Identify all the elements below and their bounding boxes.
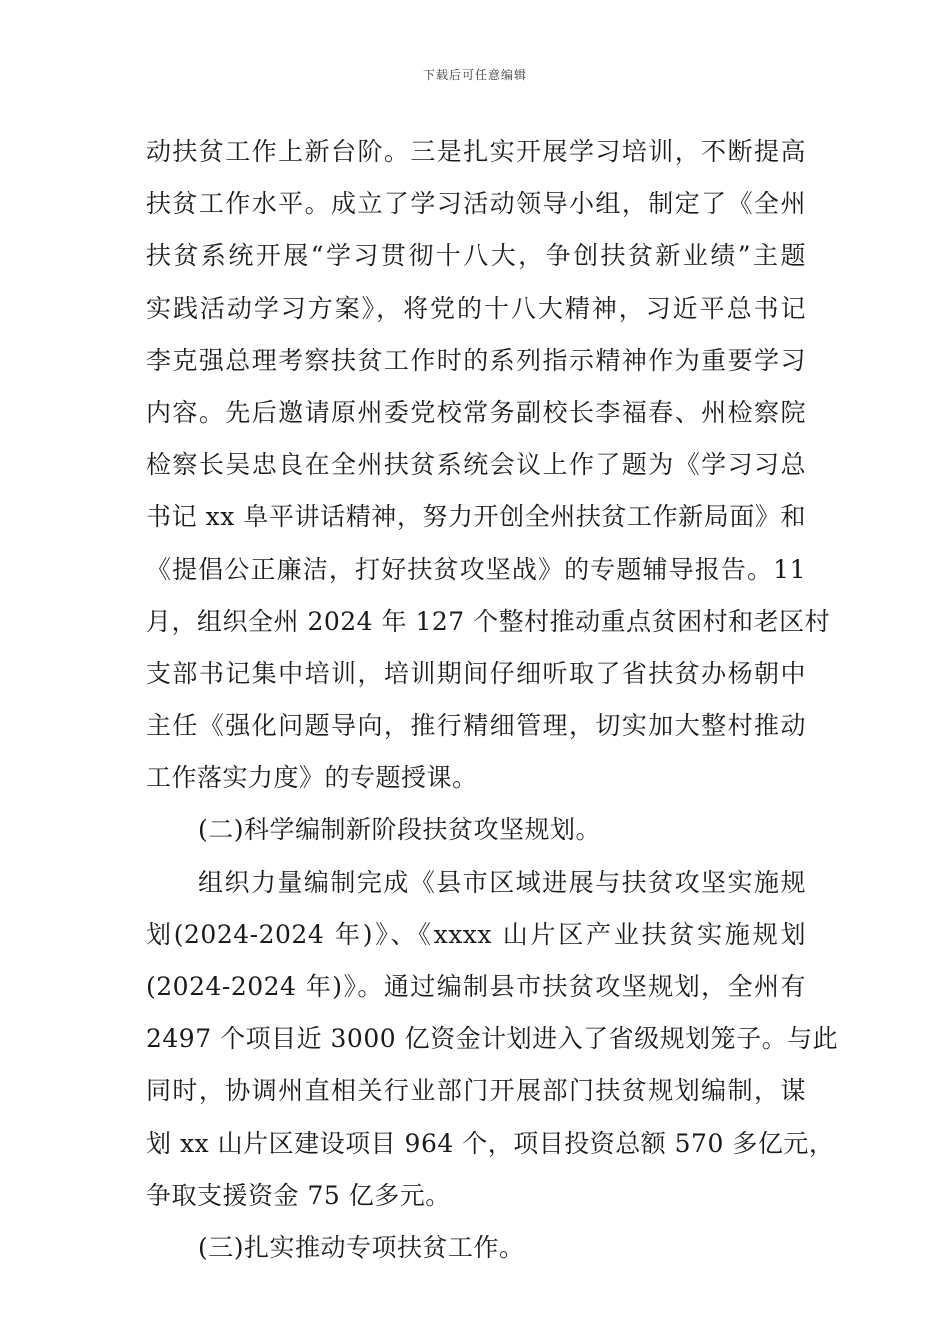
text-line: 支部书记集中培训，培训期间仔细听取了省扶贫办杨朝中: [146, 658, 806, 688]
document-body: [146, 126, 839, 1274]
text-line: 同时，协调州直相关行业部门开展部门扶贫规划编制，谋: [146, 1076, 806, 1106]
paragraph-planning: [146, 857, 839, 1222]
text-line: 划 xx 山片区建设项目 964 个，项目投资总额 570 多亿元，: [146, 1128, 835, 1158]
section-heading-special-poverty: [146, 1222, 806, 1274]
text-line: (2024-2024 年)》。通过编制县市扶贫攻坚规划，全州有: [146, 972, 806, 1001]
section-heading-planning: [146, 804, 806, 856]
heading-line: (二)科学编制新阶段扶贫攻坚规划。: [198, 815, 602, 845]
heading-line: (三)扎实推动专项扶贫工作。: [198, 1232, 525, 1262]
text-line: 争取支援资金 75 亿多元。: [146, 1180, 451, 1210]
text-line: 实践活动学习方案》，将党的十八大精神，习近平总书记: [146, 293, 806, 323]
text-line: 检察长吴忠良在全州扶贫系统会议上作了题为《学习习总: [146, 450, 806, 480]
text-line: 内容。先后邀请原州委党校常务副校长李福春、州检察院: [146, 397, 806, 427]
text-line: 扶贫系统开展“学习贯彻十八大，争创扶贫新业绩”主题: [146, 241, 806, 271]
text-line: 扶贫工作水平。成立了学习活动领导小组，制定了《全州: [146, 189, 806, 219]
page-header-note: 下载后可任意编辑: [422, 68, 527, 82]
text-line: 李克强总理考察扶贫工作时的系列指示精神作为重要学习: [146, 345, 806, 375]
text-line: 主任《强化问题导向，推行精细管理，切实加大整村推动: [146, 711, 806, 741]
text-line: 《提倡公正廉洁，打好扶贫攻坚战》的专题辅导报告。11: [146, 554, 806, 584]
text-line: 组织力量编制完成《县市区域进展与扶贫攻坚实施规: [198, 867, 806, 897]
text-line: 月，组织全州 2024 年 127 个整村推动重点贫困村和老区村: [146, 606, 831, 636]
text-line: 划(2024-2024 年)》、《xxxx 山片区产业扶贫实施规划: [146, 919, 806, 949]
text-line: 工作落实力度》的专题授课。: [146, 763, 478, 793]
text-line: 动扶贫工作上新台阶。三是扎实开展学习培训，不断提高: [146, 137, 806, 166]
text-line: 书记 xx 阜平讲话精神，努力开创全州扶贫工作新局面》和: [146, 502, 806, 532]
paragraph-training: [146, 126, 831, 804]
text-line: 2497 个项目近 3000 亿资金计划进入了省级规划笼子。与此: [146, 1024, 839, 1054]
